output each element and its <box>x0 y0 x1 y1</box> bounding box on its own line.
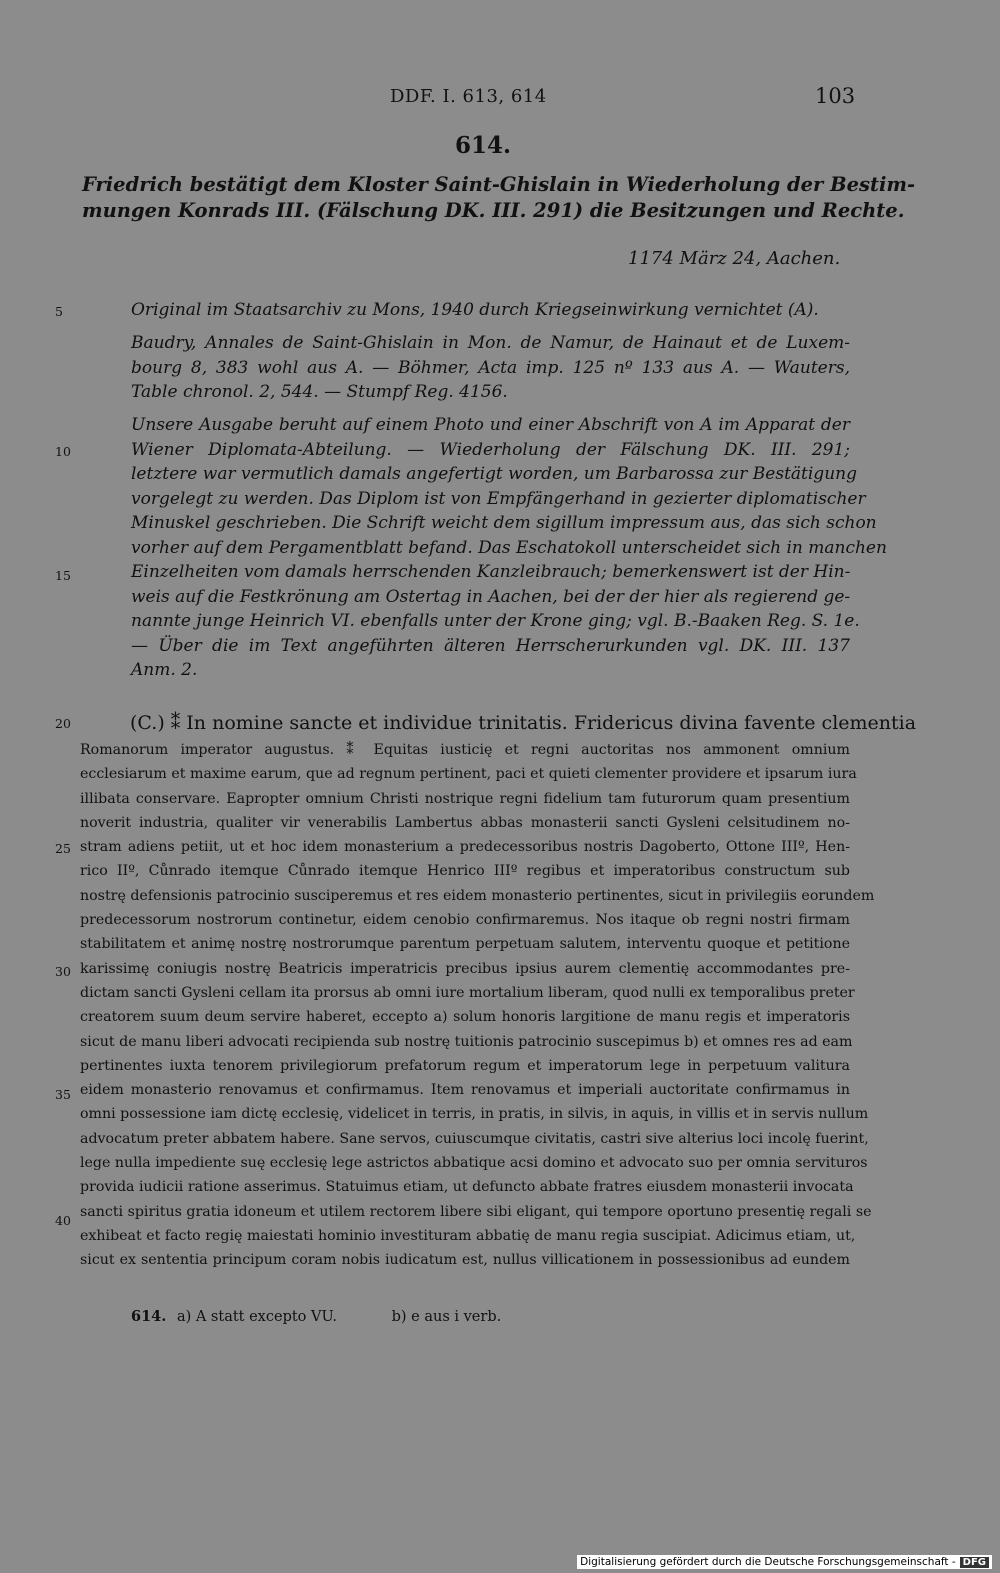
line-number: 10 <box>55 444 71 459</box>
commentary-line: Einzelheiten vom damals herrschenden Kanzleibrauch; bemerkenswert ist der Hin- <box>131 562 851 582</box>
text-line: stabilitatem et animę nostrę nostrorumque parentum perpetuam salutem, interventu quoque et petitione <box>80 936 850 953</box>
text-line: dictam sancti Gysleni cellam ita prorsus ab omni iure mortalium liberam, quod nulli ex temporalibus preter <box>80 984 855 1001</box>
commentary-line: vorher auf dem Pergamentblatt befand. Das Eschatokoll unterscheidet sich in manchen <box>131 537 887 558</box>
apparatus-line: bourg 8, 383 wohl aus A. — Böhmer, Acta imp. 125 nº 133 aus A. — Wauters, <box>131 357 850 378</box>
line-number: 25 <box>55 841 71 856</box>
page-number: 103 <box>815 84 856 108</box>
footnote-a: a) A statt excepto VU. <box>176 1309 337 1325</box>
text-line: pertinentes iuxta tenorem privilegiorum prefatorum regum et imperatorum lege in perpetuum valitura <box>80 1057 850 1074</box>
text-line: illibata conservare. Eapropter omnium Christi nostrique regni fidelium tam futurorum quam presentium <box>80 790 850 807</box>
commentary-line: — Über die im Text angeführten älteren Herrscherurkunden vgl. DK. III. 137 <box>131 635 850 656</box>
commentary-line: Anm. 2. <box>131 660 198 680</box>
commentary-line: weis auf die Festkrönung am Ostertag in Aachen, bei der der hier als regierend ge- <box>131 586 851 607</box>
text-line: exhibeat et facto regię maiestati hominio investituram abbatię de manu regia suscipiat. Adicimus etiam, ut, <box>80 1227 856 1244</box>
commentary-line: Minuskel geschrieben. Die Schrift weicht dem sigillum impressum aus, das sich schon <box>131 513 877 533</box>
text-line: noverit industria, qualiter vir venerabilis Lambertus abbas monasterii sancti Gysleni celsitudinem no- <box>80 814 850 831</box>
commentary-line: Unsere Ausgabe beruht auf einem Photo und einer Abschrift von A im Apparat der <box>131 415 850 435</box>
commentary-line: letztere war vermutlich damals angefertigt worden, um Barbarossa zur Bestätigung <box>131 464 857 484</box>
text-line: Romanorum imperator augustus. ⁑ Equitas iusticię et regni auctoritas nos ammonent omnium <box>80 742 850 758</box>
apparatus-editions <box>131 331 850 405</box>
apparatus-commentary <box>131 413 887 683</box>
text-line: creatorem suum deum servire haberet, eccepto a) solum honoris largitione de manu regis et imperatoris <box>80 1009 850 1026</box>
regest <box>82 172 916 224</box>
line-number: 20 <box>55 716 71 731</box>
text-line: ecclesiarum et maxime earum, que ad regnum pertinent, paci et quieti clementer providere et ipsarum iura <box>80 766 857 783</box>
commentary-line: Wiener Diplomata-Abteilung. — Wiederholung der Fälschung DK. III. 291; <box>131 439 850 460</box>
text-line: advocatum preter abbatem habere. Sane servos, cuiuscumque civitatis, castri sive alterius loci incolę fuerint, <box>80 1130 869 1147</box>
dateline: 1174 März 24, Aachen. <box>628 248 841 269</box>
document-number: 614. <box>454 132 512 159</box>
line-number: 40 <box>55 1213 71 1228</box>
apparatus-original <box>131 298 850 323</box>
line-number: 35 <box>55 1087 71 1102</box>
line-number: 5 <box>55 304 63 319</box>
text-line: sancti spiritus gratia idoneum et utilem rectorem libere sibi eligant, qui tempore oportuno presentię regali se <box>80 1203 872 1220</box>
apparatus-line: Original im Staatsarchiv zu Mons, 1940 durch Kriegseinwirkung vernichtet (A). <box>131 300 819 320</box>
charter-text <box>80 708 917 1273</box>
line-number: 30 <box>55 964 71 979</box>
text-line: stram adiens petiit, ut et hoc idem monasterium a predecessoribus nostris Dagoberto, Ottone IIIº, Hen- <box>80 839 850 856</box>
regest-line: mungen Konrads III. (Fälschung DK. III. 291) die Besitzungen und Rechte. <box>82 199 905 222</box>
apparatus-line: Baudry, Annales de Saint-Ghislain in Mon. de Namur, de Hainaut et de Luxem- <box>131 333 850 353</box>
text-line: eidem monasterio renovamus et confirmamus. Item renovamus et imperiali auctoritate confirmamus in <box>80 1082 850 1099</box>
text-line: karissimę coniugis nostrę Beatricis imperatricis precibus ipsius aurem clementię accommodantes pre- <box>80 960 850 977</box>
text-line: lege nulla impediente suę ecclesię lege astrictos abbatique acsi domino et advocato suo per omnia servituros <box>80 1155 868 1172</box>
footnote-b: b) e aus i verb. <box>391 1309 502 1325</box>
text-line: nostrę defensionis patrocinio susciperemus et res eidem monasterio pertinentes, sicut in privilegiis eorundem <box>80 887 875 904</box>
credit-text: Digitalisierung gefördert durch die Deutsche Forschungsgemeinschaft - <box>580 1556 956 1568</box>
text-line: omni possessione iam dictę ecclesię, videlicet in terris, in pratis, in silvis, in aquis, in villis et in servis nullum <box>80 1106 869 1123</box>
commentary-line: vorgelegt zu werden. Das Diplom ist von Empfängerhand in gezierter diplomatischer <box>131 488 866 509</box>
digitization-credit <box>577 1555 992 1569</box>
apparatus-line: Table chronol. 2, 544. — Stumpf Reg. 4156. <box>131 382 508 402</box>
footnote-number: 614. <box>131 1308 167 1325</box>
text-line: sicut de manu liberi advocati recipienda sub nostrę tuitionis patrocinio suscepimus b) et omnes res ad eam <box>80 1033 853 1050</box>
commentary-line: nannte junge Heinrich VI. ebenfalls unter der Krone ging; vgl. B.-Baaken Reg. S. 1e. <box>131 611 860 631</box>
text-line: sicut ex sententia principum coram nobis iudicatum est, nullus villicationem in possessionibus ad eundem <box>80 1252 850 1269</box>
text-line: rico IIº, Cůnrado itemque Cůnrado itemque Henrico IIIº regibus et imperatoribus constructum sub <box>80 863 850 880</box>
line-number: 15 <box>55 568 71 583</box>
text-line: provida iudicii ratione asserimus. Statuimus etiam, ut defuncto abbate fratres eiusdem monasterii invocata <box>80 1179 854 1196</box>
regest-line: Friedrich bestätigt dem Kloster Saint-Ghislain in Wiederholung der Bestim- <box>82 173 916 196</box>
running-header-title: DDF. I. 613, 614 <box>390 86 547 107</box>
dfg-logo: DFG <box>960 1557 989 1568</box>
text-line: predecessorum nostrorum continetur, eidem cenobio confirmaremus. Nos itaque ob regni nostri firmam <box>80 912 850 929</box>
text-line: (C.) ⁑ In nomine sancte et individue trinitatis. Fridericus divina favente clementia <box>130 712 917 734</box>
footnotes <box>131 1308 501 1325</box>
